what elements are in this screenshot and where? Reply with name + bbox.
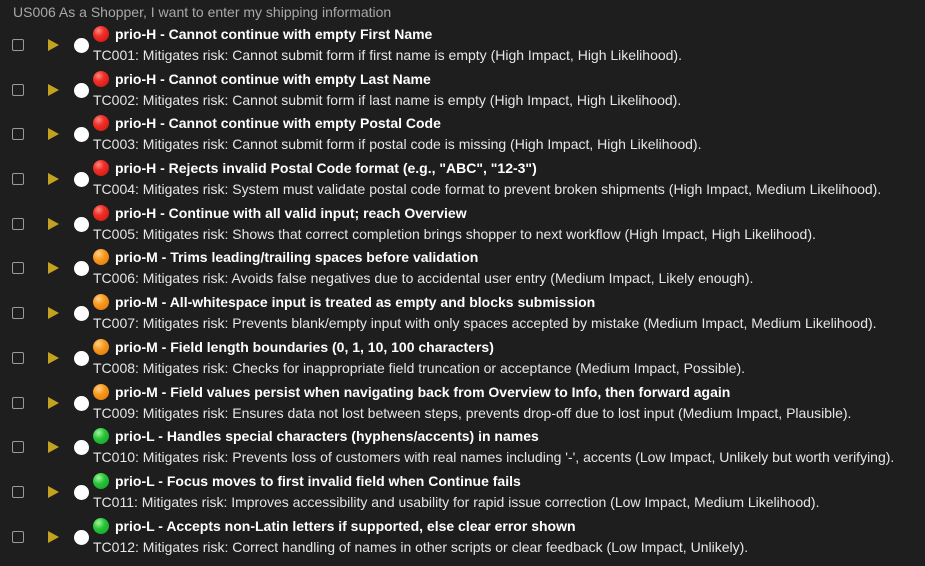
test-case-row-11[interactable] [0,470,925,515]
test-case-description: TC009: Mitigates risk: Ensures data not lost between steps, prevents drop-off due to lost input (Medium Impact, Plausible). [93,404,852,421]
expand-arrow-icon[interactable] [48,397,59,409]
test-case-title-line [93,293,595,311]
checkbox-icon[interactable] [12,173,24,185]
test-case-title-line [93,427,539,445]
test-case-row-6[interactable] [0,246,925,291]
test-case-row-1[interactable] [0,23,925,68]
radio-circle-icon[interactable] [74,127,89,142]
test-case-description: TC012: Mitigates risk: Correct handling of names in other scripts or clear feedback (Low Impact, Unlikely). [93,538,749,555]
story-title: US006 As a Shopper, I want to enter my shipping information [13,4,392,20]
test-case-description: TC005: Mitigates risk: Shows that correct completion brings shopper to next workflow (High Impact, High Likelihood). [93,225,816,242]
test-case-row-10[interactable] [0,425,925,470]
radio-circle-icon[interactable] [74,38,89,53]
test-case-title: prio-H - Cannot continue with empty First Name [115,26,433,42]
expand-arrow-icon[interactable] [48,39,59,51]
red-circle-icon [93,26,109,42]
expand-arrow-icon[interactable] [48,84,59,96]
test-case-description: TC002: Mitigates risk: Cannot submit form if last name is empty (High Impact, High Likelihood). [93,91,682,108]
radio-circle-icon[interactable] [74,172,89,187]
test-case-title: prio-M - Field length boundaries (0, 1, 10, 100 characters) [115,338,494,355]
test-case-row-5[interactable] [0,202,925,247]
radio-circle-icon[interactable] [74,440,89,455]
test-case-title: prio-L - Handles special characters (hyphens/accents) in names [115,428,539,445]
radio-circle-icon[interactable] [74,351,89,366]
test-case-title-line [93,114,441,132]
test-case-title: prio-M - Trims leading/trailing spaces before validation [115,249,479,266]
test-case-title-line [93,338,494,356]
checkbox-icon[interactable] [12,397,24,409]
checkbox-icon[interactable] [12,531,24,543]
test-case-title-line [93,248,478,266]
test-case-row-9[interactable] [0,381,925,426]
expand-arrow-icon[interactable] [48,173,59,185]
test-case-list [0,23,925,559]
red-circle-icon [93,160,109,176]
test-case-title: prio-M - Field values persist when navigating back from Overview to Info, then forward again [115,383,731,400]
test-case-title: prio-L - Focus moves to first invalid field when Continue fails [115,472,521,489]
test-case-title: prio-M - All-whitespace input is treated as empty and blocks submission [115,294,596,311]
test-case-description: TC006: Mitigates risk: Avoids false negatives due to accidental user entry (Medium Impact, Likely enough). [93,270,754,287]
radio-circle-icon[interactable] [74,306,89,321]
test-case-row-2[interactable] [0,68,925,113]
test-case-title: prio-H - Cannot continue with empty Postal Code [115,115,441,132]
test-case-row-7[interactable] [0,291,925,336]
test-case-description: TC003: Mitigates risk: Cannot submit form if postal code is missing (High Impact, High Likelihood). [93,136,702,153]
green-circle-icon [93,473,109,489]
orange-circle-icon [93,339,109,355]
expand-arrow-icon[interactable] [48,218,59,230]
orange-circle-icon [93,294,109,310]
checkbox-icon[interactable] [12,39,24,51]
orange-circle-icon [93,249,109,265]
test-case-row-3[interactable] [0,112,925,157]
red-circle-icon [93,115,109,131]
checkbox-icon[interactable] [12,307,24,319]
test-case-title-line [93,204,467,222]
test-case-description: TC010: Mitigates risk: Prevents loss of customers with real names including '-', accents (Low Impact, Unlikely but worth verifying). [93,449,895,466]
radio-circle-icon[interactable] [74,485,89,500]
red-circle-icon [93,71,109,87]
expand-arrow-icon[interactable] [48,441,59,453]
radio-circle-icon[interactable] [74,261,89,276]
checkbox-icon[interactable] [12,218,24,230]
checkbox-icon[interactable] [12,84,24,96]
test-case-title: prio-H - Continue with all valid input; reach Overview [115,204,467,221]
expand-arrow-icon[interactable] [48,307,59,319]
green-circle-icon [93,518,109,534]
test-case-row-8[interactable] [0,336,925,381]
radio-circle-icon[interactable] [74,83,89,98]
radio-circle-icon[interactable] [74,217,89,232]
test-case-row-4[interactable] [0,157,925,202]
expand-arrow-icon[interactable] [48,262,59,274]
test-case-row-12[interactable] [0,515,925,560]
test-case-title-line [93,383,730,401]
expand-arrow-icon[interactable] [48,128,59,140]
test-case-description: TC011: Mitigates risk: Improves accessibility and usability for rapid issue correction (Low Impact, Medium Likelihood). [93,493,820,510]
test-case-title-line [93,70,431,88]
test-case-title: prio-H - Cannot continue with empty Last Name [115,70,431,87]
test-case-description: TC001: Mitigates risk: Cannot submit form if first name is empty (High Impact, High Likelihood). [93,47,682,63]
expand-arrow-icon[interactable] [48,531,59,543]
green-circle-icon [93,428,109,444]
orange-circle-icon [93,384,109,400]
test-case-title: prio-L - Accepts non-Latin letters if supported, else clear error shown [115,517,576,534]
test-case-title-line [93,25,432,43]
checkbox-icon[interactable] [12,352,24,364]
test-case-description: TC007: Mitigates risk: Prevents blank/empty input with only spaces accepted by mistake (Medium Impact, Medium Likelihood). [93,315,877,332]
radio-circle-icon[interactable] [74,530,89,545]
checkbox-icon[interactable] [12,486,24,498]
checkbox-icon[interactable] [12,262,24,274]
test-case-title-line [93,159,537,177]
checkbox-icon[interactable] [12,441,24,453]
expand-arrow-icon[interactable] [48,352,59,364]
test-case-title: prio-H - Rejects invalid Postal Code format (e.g., "ABC", "12-3") [115,160,537,177]
test-case-title-line [93,472,521,490]
red-circle-icon [93,205,109,221]
test-case-title-line [93,517,576,535]
expand-arrow-icon[interactable] [48,486,59,498]
checkbox-icon[interactable] [12,128,24,140]
radio-circle-icon[interactable] [74,396,89,411]
test-case-description: TC004: Mitigates risk: System must validate postal code format to prevent broken shipments (High Impact, Medium Likelihood). [93,181,882,198]
test-case-description: TC008: Mitigates risk: Checks for inappropriate field truncation or acceptance (Medium Impact, Possible). [93,359,746,376]
